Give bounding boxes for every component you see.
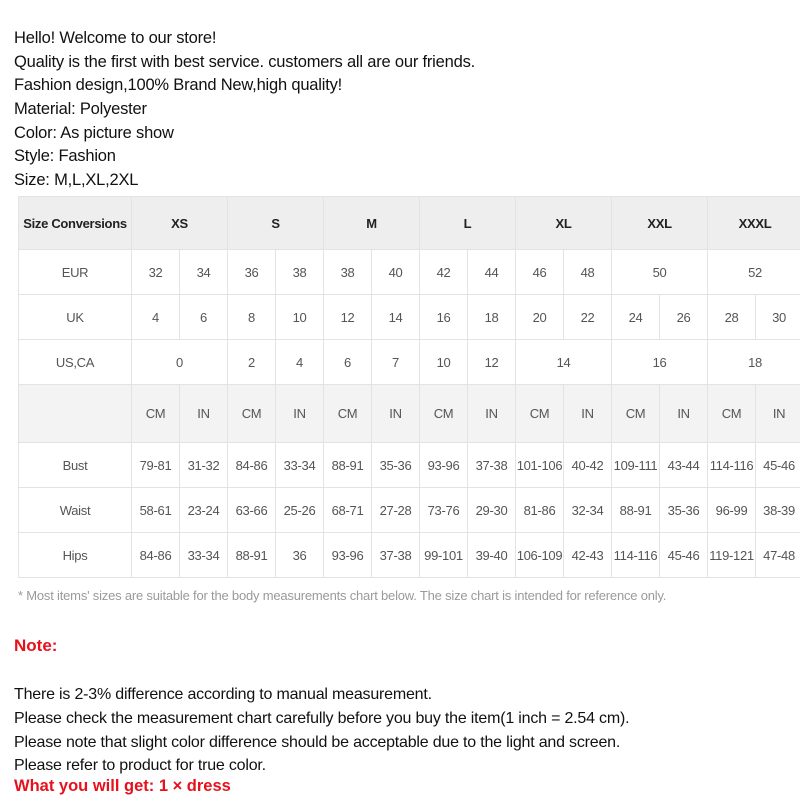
- row-label: Hips: [19, 533, 132, 578]
- table-row-eur: [19, 250, 800, 295]
- table-cell: 48: [564, 250, 612, 295]
- table-cell: 31-32: [180, 443, 228, 488]
- table-cell: 38: [276, 250, 324, 295]
- table-row-bust: [19, 443, 800, 488]
- table-row-hips: [19, 533, 800, 578]
- table-cell: 38-39: [756, 488, 800, 533]
- table-cell: 8: [228, 295, 276, 340]
- table-cell: 114-116: [708, 443, 756, 488]
- row-label: [19, 385, 132, 443]
- table-cell: 16: [612, 340, 708, 385]
- note-line: Please check the measurement chart carefully before you buy the item(1 inch = 2.54 cm).: [14, 709, 630, 727]
- table-cell: 26: [660, 295, 708, 340]
- table-cell: 36: [276, 533, 324, 578]
- table-cell: 58-61: [132, 488, 180, 533]
- size-conversions-header: Size Conversions: [19, 197, 132, 250]
- table-cell: 32-34: [564, 488, 612, 533]
- size-header-xxxl: XXXL: [708, 197, 800, 250]
- note-heading: Note:: [14, 636, 58, 655]
- table-cell: 35-36: [372, 443, 420, 488]
- unit-cell-cm: CM: [516, 385, 564, 443]
- table-cell: 39-40: [468, 533, 516, 578]
- table-cell: 23-24: [180, 488, 228, 533]
- unit-cell-cm: CM: [228, 385, 276, 443]
- intro-line: Style: Fashion: [14, 147, 116, 166]
- table-cell: 4: [276, 340, 324, 385]
- table-cell: 68-71: [324, 488, 372, 533]
- table-cell: 38: [324, 250, 372, 295]
- table-cell: 7: [372, 340, 420, 385]
- table-cell: 114-116: [612, 533, 660, 578]
- table-cell: 93-96: [420, 443, 468, 488]
- table-cell: 79-81: [132, 443, 180, 488]
- table-cell: 10: [420, 340, 468, 385]
- size-chart-footnote: * Most items' sizes are suitable for the body measurements chart below. The size chart is intended for reference only.: [18, 588, 667, 603]
- size-header-s: S: [228, 197, 324, 250]
- table-cell: 24: [612, 295, 660, 340]
- table-cell: 42: [420, 250, 468, 295]
- table-cell: 29-30: [468, 488, 516, 533]
- unit-cell-cm: CM: [612, 385, 660, 443]
- unit-cell-cm: CM: [324, 385, 372, 443]
- table-cell: 30: [756, 295, 800, 340]
- table-cell: 18: [708, 340, 800, 385]
- table-cell: 14: [516, 340, 612, 385]
- table-cell: 10: [276, 295, 324, 340]
- row-label: Waist: [19, 488, 132, 533]
- package-contents: What you will get: 1 × dress: [14, 777, 231, 795]
- unit-cell-in: IN: [660, 385, 708, 443]
- intro-line: Hello! Welcome to our store!: [14, 29, 217, 47]
- table-cell: 4: [132, 295, 180, 340]
- table-cell: 20: [516, 295, 564, 340]
- table-cell: 16: [420, 295, 468, 340]
- row-label: Bust: [19, 443, 132, 488]
- table-cell: 40: [372, 250, 420, 295]
- table-cell: 0: [132, 340, 228, 385]
- table-cell: 14: [372, 295, 420, 340]
- unit-cell-in: IN: [468, 385, 516, 443]
- size-header-xl: XL: [516, 197, 612, 250]
- table-cell: 33-34: [276, 443, 324, 488]
- table-cell: 6: [180, 295, 228, 340]
- table-cell: 36: [228, 250, 276, 295]
- table-cell: 52: [708, 250, 800, 295]
- table-cell: 25-26: [276, 488, 324, 533]
- unit-cell-in: IN: [372, 385, 420, 443]
- table-cell: 63-66: [228, 488, 276, 533]
- table-cell: 2: [228, 340, 276, 385]
- note-line: There is 2-3% difference according to manual measurement.: [14, 686, 432, 703]
- table-cell: 22: [564, 295, 612, 340]
- table-cell: 45-46: [756, 443, 800, 488]
- unit-cell-in: IN: [180, 385, 228, 443]
- table-cell: 119-121: [708, 533, 756, 578]
- table-cell: 88-91: [228, 533, 276, 578]
- table-cell: 84-86: [228, 443, 276, 488]
- table-cell: 81-86: [516, 488, 564, 533]
- table-cell: 73-76: [420, 488, 468, 533]
- size-chart-table: [18, 196, 800, 578]
- note-line: Please note that slight color difference should be acceptable due to the light and screen.: [14, 733, 621, 751]
- unit-cell-in: IN: [564, 385, 612, 443]
- table-row-uk: [19, 295, 800, 340]
- table-cell: 101-106: [516, 443, 564, 488]
- unit-cell-cm: CM: [132, 385, 180, 443]
- unit-cell-cm: CM: [420, 385, 468, 443]
- size-header-m: M: [324, 197, 420, 250]
- table-cell: 46: [516, 250, 564, 295]
- table-cell: 99-101: [420, 533, 468, 578]
- size-header-xxl: XXL: [612, 197, 708, 250]
- table-cell: 43-44: [660, 443, 708, 488]
- intro-line: Fashion design,100% Brand New,high quality!: [14, 76, 343, 95]
- table-cell: 50: [612, 250, 708, 295]
- table-cell: 88-91: [612, 488, 660, 533]
- table-cell: 12: [468, 340, 516, 385]
- table-cell: 96-99: [708, 488, 756, 533]
- intro-line: Material: Polyester: [14, 100, 147, 119]
- size-header-xs: XS: [132, 197, 228, 250]
- table-cell: 84-86: [132, 533, 180, 578]
- table-cell: 47-48: [756, 533, 800, 578]
- table-cell: 40-42: [564, 443, 612, 488]
- table-cell: 88-91: [324, 443, 372, 488]
- table-cell: 42-43: [564, 533, 612, 578]
- table-cell: 44: [468, 250, 516, 295]
- table-cell: 37-38: [468, 443, 516, 488]
- table-cell: 109-111: [612, 443, 660, 488]
- note-line: Please refer to product for true color.: [14, 757, 266, 775]
- intro-line: Color: As picture show: [14, 123, 174, 142]
- table-cell: 27-28: [372, 488, 420, 533]
- intro-line: Quality is the first with best service. customers all are our friends.: [14, 52, 476, 71]
- unit-cell-in: IN: [756, 385, 800, 443]
- store-intro: [14, 27, 475, 193]
- table-cell: 32: [132, 250, 180, 295]
- table-cell: 93-96: [324, 533, 372, 578]
- table-row-usca: [19, 340, 800, 385]
- table-header-row: [19, 197, 800, 250]
- table-cell: 37-38: [372, 533, 420, 578]
- table-cell: 33-34: [180, 533, 228, 578]
- table-cell: 28: [708, 295, 756, 340]
- table-row-units: [19, 385, 800, 443]
- table-cell: 12: [324, 295, 372, 340]
- table-cell: 106-109: [516, 533, 564, 578]
- row-label: US,CA: [19, 340, 132, 385]
- unit-cell-in: IN: [276, 385, 324, 443]
- table-row-waist: [19, 488, 800, 533]
- table-cell: 18: [468, 295, 516, 340]
- row-label: UK: [19, 295, 132, 340]
- row-label: EUR: [19, 250, 132, 295]
- table-cell: 6: [324, 340, 372, 385]
- intro-line: Size: M,L,XL,2XL: [14, 171, 139, 190]
- unit-cell-cm: CM: [708, 385, 756, 443]
- table-cell: 34: [180, 250, 228, 295]
- notes-list: [14, 683, 629, 778]
- table-cell: 45-46: [660, 533, 708, 578]
- table-cell: 35-36: [660, 488, 708, 533]
- size-header-l: L: [420, 197, 516, 250]
